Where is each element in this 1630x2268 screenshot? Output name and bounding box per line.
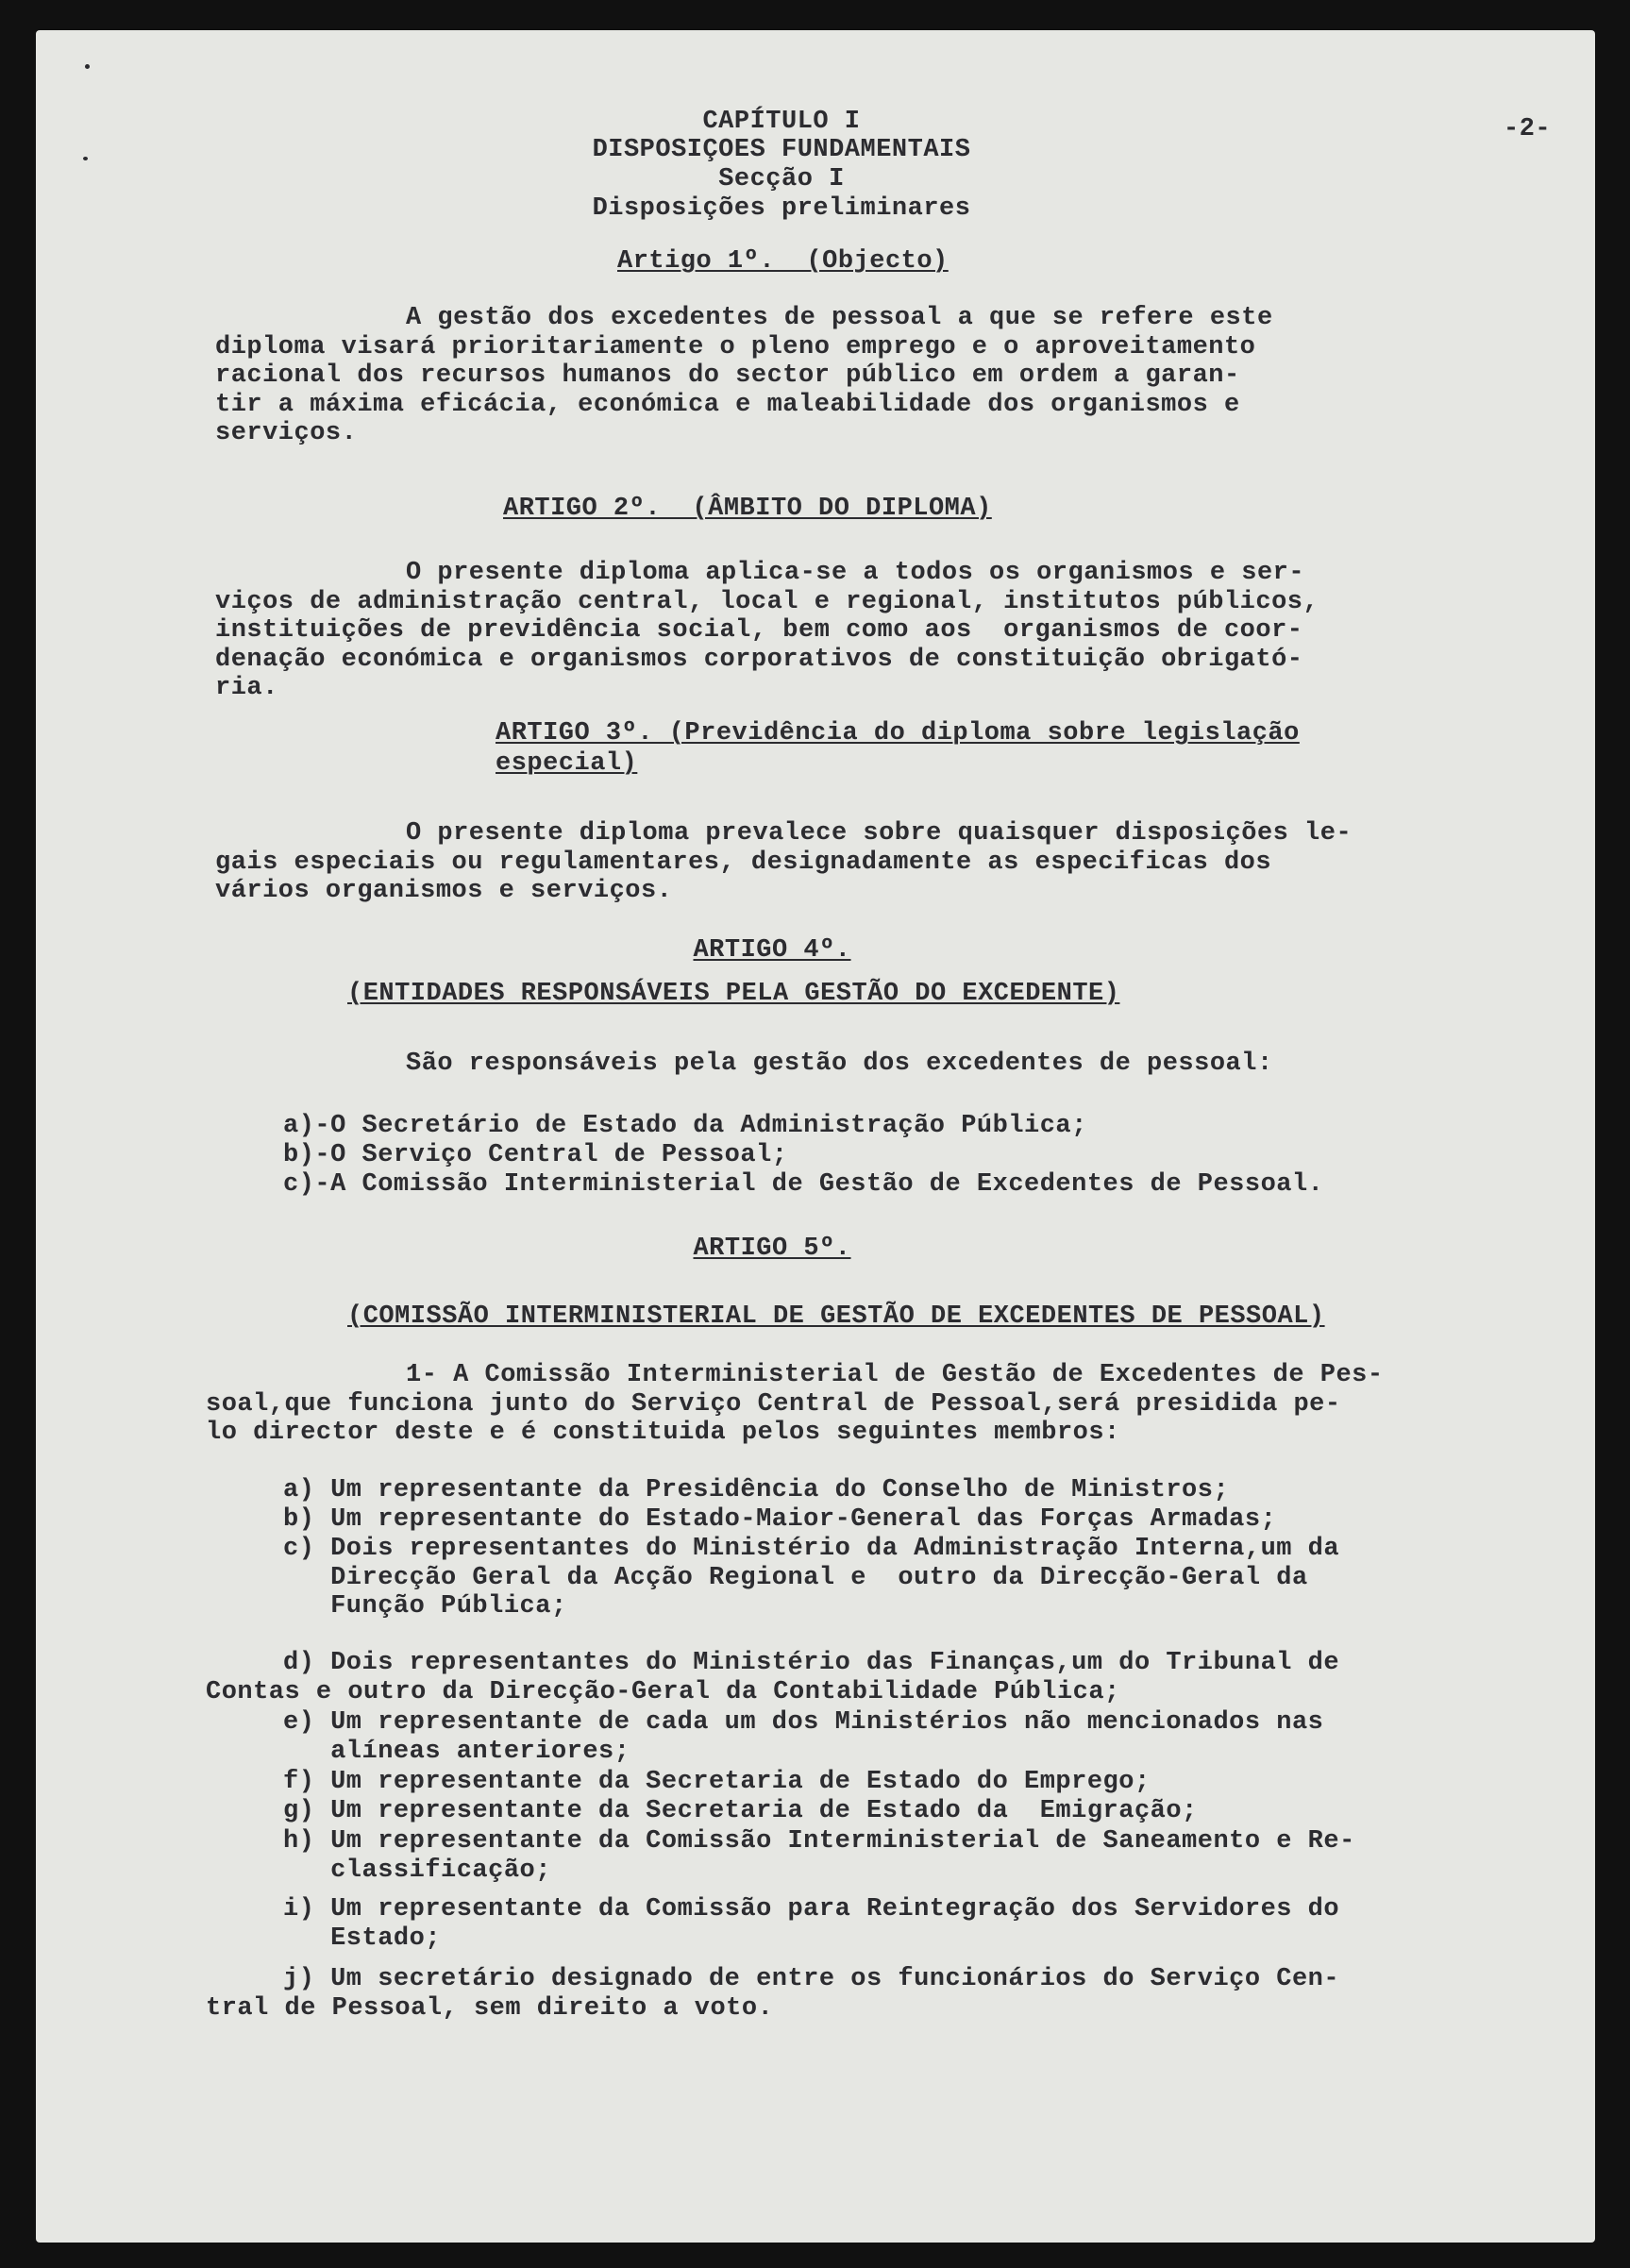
article-1-text: A gestão dos excedentes de pessoal a que se refere este diploma visará prioritariamente o pleno emprego e o aproveitamento racional dos recursos humanos do sector público em ordem a garan- tir a máxima eficácia, económica e maleabilidade dos organismos e serviços. — [215, 304, 1273, 447]
article-2-text: O presente diploma aplica-se a todos os organismos e ser- viços de administração central, local e regional, institutos públicos, instituições de previdência social, bem como aos organismos de coor- denação económica e organismos corporativos de constituição obrigató- ria. — [215, 559, 1319, 702]
article-5-intro: 1- A Comissão Interministerial de Gestão de Excedentes de Pes- soal,que funciona junto do Serviço Central de Pessoal,será presidida pe- lo director deste e é constituida pelos seguintes membros: — [206, 1361, 1384, 1447]
article-3-heading-line2: especial) — [496, 749, 638, 778]
chapter-heading: CAPÍTULO I — [702, 108, 861, 136]
article-5-item-h: h) Um representante da Comissão Interministerial de Saneamento e Re- classificação; — [283, 1827, 1355, 1885]
article-4-item-a: a)-O Secretário de Estado da Administração Pública; — [283, 1112, 1087, 1140]
article-5-item-j: j) Um secretário designado de entre os funcionários do Serviço Cen- tral de Pessoal, sem direito a voto. — [206, 1965, 1340, 2023]
article-5-item-e: e) Um representante de cada um dos Ministérios não mencionados nas alíneas anteriores; — [283, 1708, 1324, 1766]
article-5-item-c: c) Dois representantes do Ministério da Administração Interna,um da Direcção Geral da Acção Regional e outro da Direcção-Geral da Função Pública; — [283, 1535, 1340, 1621]
article-5-item-g: g) Um representante da Secretaria de Estado da Emigração; — [283, 1797, 1198, 1825]
article-2-heading: ARTIGO 2º. (ÂMBITO DO DIPLOMA) — [503, 495, 992, 523]
article-1-heading: Artigo 1º. (Objecto) — [617, 247, 949, 276]
article-3-heading-line1: ARTIGO 3º. (Previdência do diploma sobre legislação — [496, 719, 1300, 748]
article-5-item-b: b) Um representante do Estado-Maior-General das Forças Armadas; — [283, 1505, 1277, 1534]
article-5-item-f: f) Um representante da Secretaria de Estado do Emprego; — [283, 1768, 1151, 1796]
article-4-heading: ARTIGO 4º. — [693, 936, 851, 965]
page-number: -2- — [1504, 115, 1552, 143]
article-4-subheading: (ENTIDADES RESPONSÁVEIS PELA GESTÃO DO EXCEDENTE) — [347, 980, 1120, 1008]
section-heading: Secção I — [718, 165, 845, 193]
margin-mark-top — [85, 64, 90, 69]
article-4-intro: São responsáveis pela gestão dos excedentes de pessoal: — [406, 1050, 1273, 1078]
article-4-item-c: c)-A Comissão Interministerial de Gestão de Excedentes de Pessoal. — [283, 1170, 1324, 1199]
article-5-item-i: i) Um representante da Comissão para Reintegração dos Servidores do Estado; — [283, 1895, 1340, 1953]
article-5-item-a: a) Um representante da Presidência do Conselho de Ministros; — [283, 1476, 1230, 1504]
article-3-text: O presente diploma prevalece sobre quaisquer disposições le- gais especiais ou regulamentares, designadamente as especificas dos vários organismos e serviços. — [215, 819, 1353, 905]
document-page — [36, 30, 1595, 2243]
article-5-item-d: d) Dois representantes do Ministério das Finanças,um do Tribunal de Contas e outro da Direcção-Geral da Contabilidade Pública; — [206, 1649, 1340, 1706]
article-5-heading: ARTIGO 5º. — [693, 1235, 851, 1263]
article-4-item-b: b)-O Serviço Central de Pessoal; — [283, 1141, 788, 1169]
section-title: Disposições preliminares — [592, 194, 971, 223]
article-5-subheading: (COMISSÃO INTERMINISTERIAL DE GESTÃO DE EXCEDENTES DE PESSOAL) — [347, 1302, 1325, 1331]
chapter-title: DISPOSIÇOES FUNDAMENTAIS — [592, 136, 971, 164]
